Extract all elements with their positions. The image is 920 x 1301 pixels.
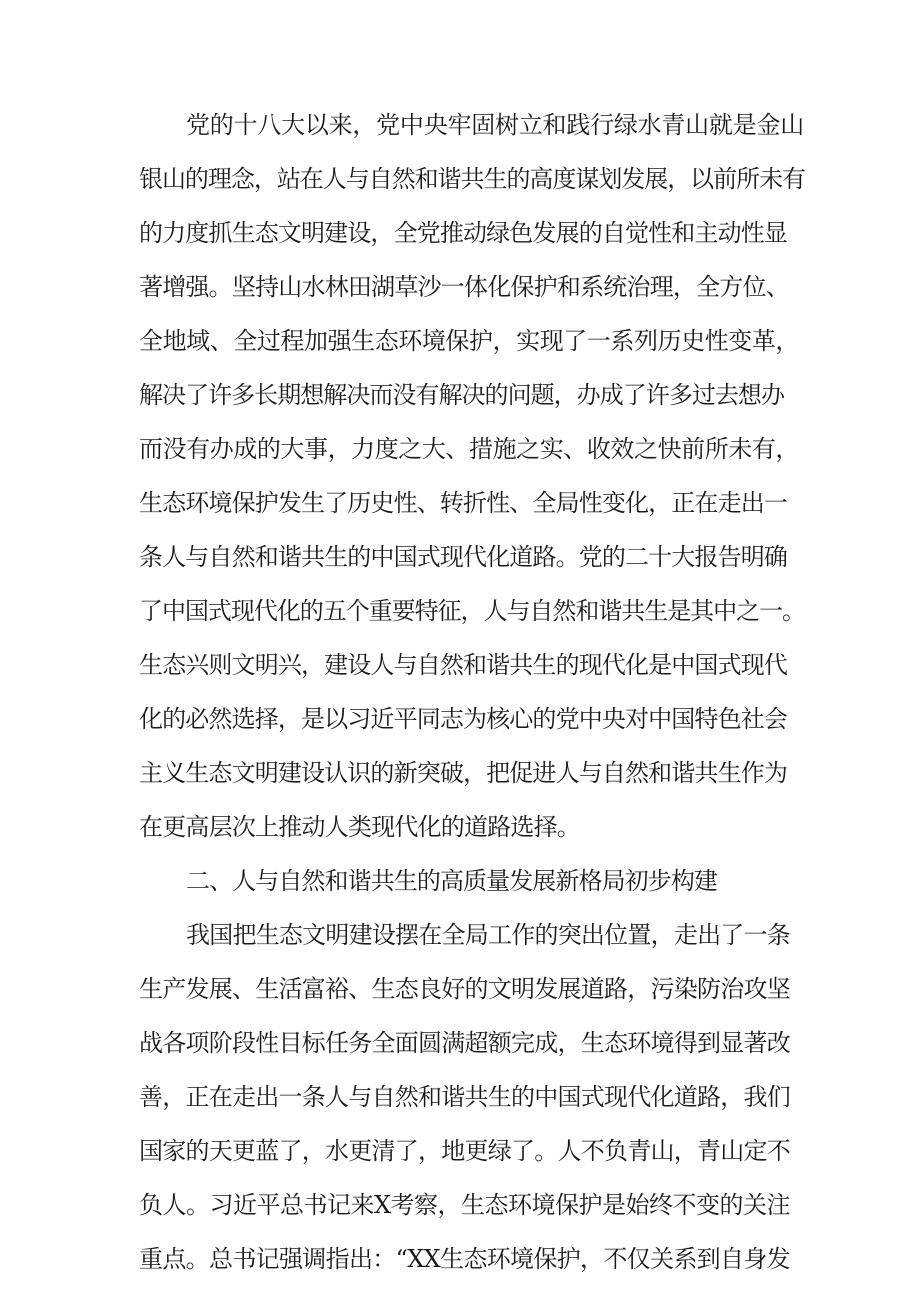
paragraph-line <box>0 1075 920 1119</box>
paragraph-line <box>0 535 920 579</box>
line-text: 解决了许多长期想解决而没有解决的问题，办成了许多过去想办 <box>139 381 785 409</box>
paragraph-line <box>0 913 920 957</box>
line-text: 银山的理念，站在人与自然和谐共生的高度谋划发展，以前所未有 <box>139 165 806 193</box>
line-text: 战各项阶段性目标任务全面圆满超额完成，生态环境得到显著改 <box>139 1029 790 1057</box>
paragraph-line <box>0 643 920 687</box>
paragraph-line <box>0 589 920 633</box>
line-text: 著增强。坚持山水林田湖草沙一体化保护和系统治理，全方位、 <box>139 273 789 301</box>
paragraph-line <box>0 481 920 525</box>
line-text: 全地域、全过程加强生态环境保护，实现了一系列历史性变革， <box>139 327 799 355</box>
paragraph-line <box>0 1129 920 1173</box>
paragraph-line <box>0 1237 920 1281</box>
paragraph-line <box>0 103 920 147</box>
line-text: 在更高层次上推动人类现代化的道路选择。 <box>139 813 581 841</box>
line-text: 我国把生态文明建设摆在全局工作的突出位置，走出了一条 <box>186 921 791 949</box>
line-text: 条人与自然和谐共生的中国式现代化道路。党的二十大报告明确 <box>139 543 788 571</box>
paragraph-line <box>0 265 920 309</box>
line-text: 主义生态文明建设认识的新突破，把促进人与自然和谐共生作为 <box>139 759 788 787</box>
heading-text: 二、人与自然和谐共生的高质量发展新格局初步构建 <box>186 867 717 895</box>
paragraph-line <box>0 427 920 471</box>
paragraph-line <box>0 211 920 255</box>
paragraph-line <box>0 697 920 741</box>
line-text: 生产发展、生活富裕、生态良好的文明发展道路，污染防治攻坚 <box>139 975 790 1003</box>
line-text: 重点。总书记强调指出：“XX生态环境保护，不仅关系到自身发 <box>139 1245 790 1273</box>
line-text: 负人。习近平总书记来X考察，生态环境保护是始终不变的关注 <box>139 1191 791 1219</box>
paragraph-line <box>0 805 920 849</box>
paragraph-line <box>0 1021 920 1065</box>
line-text: 化的必然选择，是以习近平同志为核心的党中央对中国特色社会 <box>139 705 788 733</box>
line-text: 的力度抓生态文明建设，全党推动绿色发展的自觉性和主动性显 <box>139 219 788 247</box>
paragraph-line <box>0 751 920 795</box>
section-heading <box>0 859 920 903</box>
paragraph-line <box>0 967 920 1011</box>
line-text: 生态兴则文明兴，建设人与自然和谐共生的现代化是中国式现代 <box>139 651 788 679</box>
line-text: 善，正在走出一条人与自然和谐共生的中国式现代化道路，我们 <box>139 1083 790 1111</box>
line-text: 了中国式现代化的五个重要特征，人与自然和谐共生是其中之一。 <box>139 597 806 625</box>
paragraph-line <box>0 319 920 363</box>
line-text: 生态环境保护发生了历史性、转折性、全局性变化，正在走出一 <box>139 489 788 517</box>
paragraph-line <box>0 1183 920 1227</box>
line-text: 国家的天更蓝了，水更清了，地更绿了。人不负青山，青山定不 <box>139 1137 790 1165</box>
paragraph-line <box>0 157 920 201</box>
line-text: 党的十八大以来，党中央牢固树立和践行绿水青山就是金山 <box>186 111 804 139</box>
paragraph-line <box>0 373 920 417</box>
line-text: 而没有办成的大事，力度之大、措施之实、收效之快前所未有， <box>139 435 799 463</box>
